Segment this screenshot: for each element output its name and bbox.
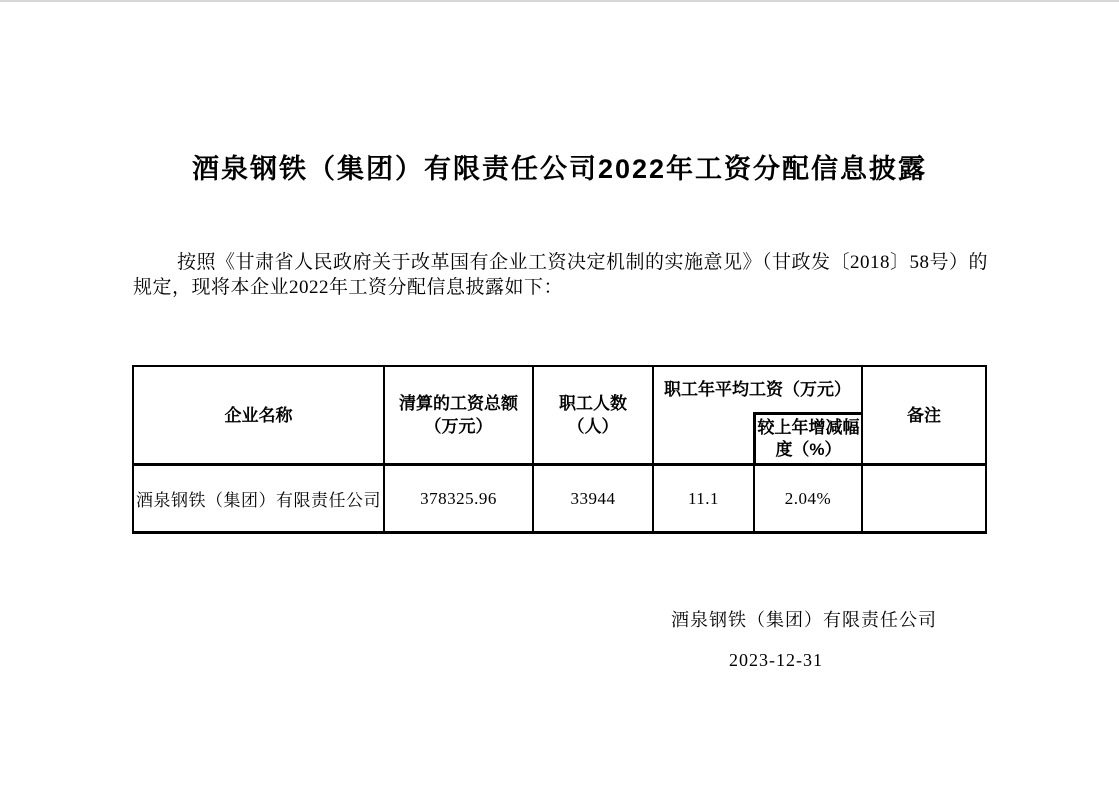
cell-avg-annual-wage: 11.1 (653, 465, 754, 533)
cell-remarks (862, 465, 986, 533)
intro-line-2: 规定，现将本企业2022年工资分配信息披露如下： (133, 277, 564, 298)
header-yoy-change-line2: 度（%） (775, 440, 842, 459)
page-top-edge-line (0, 0, 1119, 2)
intro-line-1: 按照《甘肃省人民政府关于改革国有企业工资决定机制的实施意见》（甘政发〔2018〕58号）的 (177, 252, 989, 273)
header-avg-annual-wage: 职工年平均工资（万元） (664, 380, 851, 399)
cell-employee-count: 33944 (533, 465, 653, 533)
table-row (133, 465, 986, 533)
wage-disclosure-table (132, 365, 987, 534)
header-yoy-change-lines (758, 417, 860, 461)
cell-company-name: 酒泉钢铁（集团）有限责任公司 (133, 465, 384, 533)
intro-paragraph (133, 250, 988, 300)
header-yoy-change-line1: 较上年增减幅 (757, 418, 860, 437)
header-company-name: 企业名称 (133, 366, 384, 465)
header-employee-count-line1: 职工人数 (559, 394, 627, 413)
page-title: 酒泉钢铁（集团）有限责任公司2022年工资分配信息披露 (191, 154, 928, 184)
signature-company: 酒泉钢铁（集团）有限责任公司 (671, 610, 937, 630)
header-employee-count (533, 366, 653, 465)
header-avg-wage-group (653, 366, 862, 465)
cell-total-wages: 378325.96 (384, 465, 533, 533)
header-employee-count-line2: （人） (567, 417, 619, 436)
avg-wage-header-layout (654, 367, 861, 463)
header-total-wages (384, 366, 533, 465)
header-total-wages-line1: 清算的工资总额 (399, 394, 518, 413)
header-total-wages-line2: （万元） (424, 417, 493, 436)
avg-wage-empty-subcell (654, 412, 753, 463)
cell-yoy-change: 2.04% (754, 465, 862, 533)
signature-date: 2023-12-31 (729, 650, 823, 670)
avg-wage-subheader-row (654, 412, 861, 463)
header-remarks: 备注 (862, 366, 986, 465)
header-yoy-change (753, 412, 861, 463)
table-header-row (133, 366, 986, 465)
